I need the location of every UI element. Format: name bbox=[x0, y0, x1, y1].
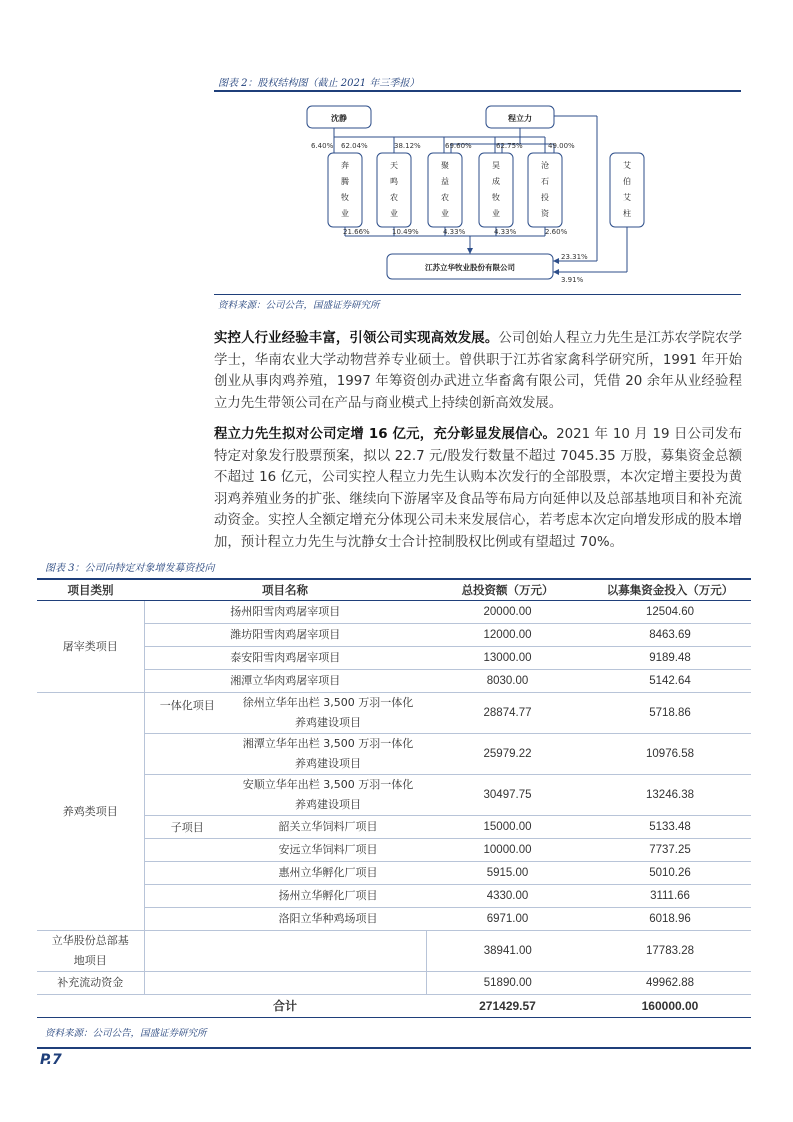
sub1-c3: 牧 bbox=[341, 193, 349, 202]
table-total-row bbox=[37, 995, 751, 1018]
pct-p5: 62.75% bbox=[496, 142, 523, 150]
project-name-line1: 安顺立华年出栏 3,500 万羽一体化 bbox=[242, 778, 414, 791]
project-name: 扬州阳雪肉鸡屠宰项目 bbox=[144, 601, 426, 624]
page-number: P.7 bbox=[40, 1052, 62, 1068]
project-name-line2: 养鸡建设项目 bbox=[295, 716, 361, 729]
pct-c1: 23.31% bbox=[561, 253, 588, 261]
pct-p4: 69.60% bbox=[445, 142, 472, 150]
figure2-bottom-rule bbox=[214, 294, 741, 295]
sub1-c2: 腾 bbox=[341, 177, 349, 186]
project-name-line1: 湘潭立华年出栏 3,500 万羽一体化 bbox=[242, 737, 414, 750]
raised-funds: 5010.26 bbox=[589, 862, 751, 885]
total-investment: 20000.00 bbox=[426, 601, 589, 624]
raised-funds: 13246.38 bbox=[589, 775, 751, 816]
table-row bbox=[37, 693, 751, 734]
sub2-c2: 鸣 bbox=[390, 177, 398, 186]
table3-caption: 图表 3：公司向特定对象增发募资投向 bbox=[45, 563, 215, 574]
figure2-caption: 图表 2：股权结构图（截止 2021 年三季报） bbox=[218, 78, 420, 89]
table-row bbox=[37, 624, 751, 647]
pct-p2: 62.04% bbox=[341, 142, 368, 150]
project-name: 扬州立华孵化厂项目 bbox=[230, 885, 426, 908]
pct-b2: 10.49% bbox=[392, 228, 419, 236]
raised-funds: 17783.28 bbox=[589, 931, 751, 972]
sub4-c3: 牧 bbox=[492, 193, 500, 202]
total-investment-sum: 271429.57 bbox=[426, 995, 589, 1018]
table-row bbox=[37, 816, 751, 839]
holder-shenjing-label: 沈静 bbox=[331, 114, 347, 123]
sub4-c2: 成 bbox=[492, 177, 500, 186]
total-investment: 28874.77 bbox=[426, 693, 589, 734]
table-row bbox=[37, 775, 751, 816]
sub4-c4: 业 bbox=[492, 209, 500, 218]
paragraph-1-body: 公司创始人程立力先生是江苏农学院农学学士，华南农业大学动物营养专业硕士。曾供职于江苏省家禽科学研究所，1991 年开始创业从事肉鸡养殖，1997 年筹资创办武进立华畜禽有限公司，凭借 20 余年从业经验程立力先生带领公司在产品与商业模式上持续创新高效发展。 bbox=[214, 331, 743, 411]
raised-funds-sum: 160000.00 bbox=[589, 995, 751, 1018]
total-investment: 51890.00 bbox=[426, 972, 589, 995]
project-name bbox=[230, 775, 426, 816]
figure2-source: 资料来源：公司公告，国盛证券研究所 bbox=[218, 300, 380, 311]
project-name-line1: 徐州立华年出栏 3,500 万羽一体化 bbox=[242, 696, 414, 709]
raised-funds: 5718.86 bbox=[589, 693, 751, 734]
paragraph-1 bbox=[214, 328, 742, 414]
pct-b5: 2.60% bbox=[545, 228, 568, 236]
total-investment: 15000.00 bbox=[426, 816, 589, 839]
total-investment: 4330.00 bbox=[426, 885, 589, 908]
project-name: 惠州立华孵化厂项目 bbox=[230, 862, 426, 885]
paragraph-2-lead: 程立力先生拟对公司定增 16 亿元，充分彰显发展信心。 bbox=[214, 427, 557, 442]
raised-funds: 7737.25 bbox=[589, 839, 751, 862]
sub2-c4: 业 bbox=[390, 209, 398, 218]
project-name-line2: 养鸡建设项目 bbox=[295, 798, 361, 811]
sub1-c1: 奔 bbox=[341, 161, 349, 170]
ownership-structure-diagram bbox=[214, 96, 741, 292]
other-c4: 柱 bbox=[623, 209, 631, 218]
sub4-c1: 昊 bbox=[492, 161, 500, 170]
raised-funds: 5142.64 bbox=[589, 670, 751, 693]
holder-chenglili-label: 程立力 bbox=[508, 114, 532, 123]
raised-funds: 12504.60 bbox=[589, 601, 751, 624]
raised-funds: 3111.66 bbox=[589, 885, 751, 908]
category-breeding: 养鸡类项目 bbox=[37, 693, 144, 931]
category-slaughter: 屠宰类项目 bbox=[37, 601, 144, 693]
total-investment: 25979.22 bbox=[426, 734, 589, 775]
project-name: 潍坊阳雪肉鸡屠宰项目 bbox=[144, 624, 426, 647]
pct-b4: 4.33% bbox=[494, 228, 517, 236]
sub5-c2: 石 bbox=[541, 177, 549, 186]
project-name bbox=[144, 972, 426, 995]
subcategory-blank bbox=[144, 862, 230, 885]
project-name: 安远立华饲料厂项目 bbox=[230, 839, 426, 862]
project-name bbox=[230, 734, 426, 775]
sub5-c3: 投 bbox=[541, 193, 549, 202]
total-investment: 10000.00 bbox=[426, 839, 589, 862]
table3-source: 资料来源：公司公告，国盛证券研究所 bbox=[45, 1028, 207, 1039]
raised-funds: 8463.69 bbox=[589, 624, 751, 647]
table-header-row bbox=[37, 579, 751, 601]
pct-c2: 3.91% bbox=[561, 276, 584, 284]
project-name bbox=[144, 931, 426, 972]
pct-b3: 4.33% bbox=[443, 228, 466, 236]
table-row bbox=[37, 862, 751, 885]
raised-funds: 6018.96 bbox=[589, 908, 751, 931]
sub2-c1: 天 bbox=[390, 161, 398, 170]
total-label: 合计 bbox=[144, 995, 426, 1018]
subcategory-blank bbox=[144, 885, 230, 908]
pct-p3: 38.12% bbox=[394, 142, 421, 150]
figure2-top-rule bbox=[214, 90, 741, 92]
other-c2: 伯 bbox=[623, 177, 631, 186]
total-investment: 30497.75 bbox=[426, 775, 589, 816]
table-row bbox=[37, 885, 751, 908]
pct-p6: 49.00% bbox=[548, 142, 575, 150]
category-hq-line1: 立华股份总部基 bbox=[51, 934, 129, 947]
sub3-c4: 业 bbox=[441, 209, 449, 218]
header-project-name: 项目名称 bbox=[144, 579, 426, 601]
subcategory-blank bbox=[144, 775, 230, 816]
table-row bbox=[37, 647, 751, 670]
table-row bbox=[37, 931, 751, 972]
subcategory-blank bbox=[144, 908, 230, 931]
raised-funds: 9189.48 bbox=[589, 647, 751, 670]
sub5-c1: 沧 bbox=[541, 161, 549, 170]
project-name bbox=[230, 693, 426, 734]
other-c3: 艾 bbox=[623, 193, 631, 202]
sub1-c4: 业 bbox=[341, 209, 349, 218]
header-total-investment: 总投资额（万元） bbox=[426, 579, 589, 601]
table-row bbox=[37, 734, 751, 775]
total-investment: 12000.00 bbox=[426, 624, 589, 647]
company-label: 江苏立华牧业股份有限公司 bbox=[425, 263, 515, 272]
raised-funds: 49962.88 bbox=[589, 972, 751, 995]
project-name-line2: 养鸡建设项目 bbox=[295, 757, 361, 770]
table-row bbox=[37, 839, 751, 862]
other-c1: 艾 bbox=[623, 161, 631, 170]
paragraph-1-lead: 实控人行业经验丰富，引领公司实现高效发展。 bbox=[214, 331, 499, 346]
project-name: 湘潭立华肉鸡屠宰项目 bbox=[144, 670, 426, 693]
project-name: 洛阳立华种鸡场项目 bbox=[230, 908, 426, 931]
total-blank bbox=[37, 995, 144, 1018]
total-investment: 5915.00 bbox=[426, 862, 589, 885]
sub5-c4: 资 bbox=[541, 209, 549, 218]
fundraising-use-table bbox=[37, 578, 751, 1018]
pct-b1: 21.66% bbox=[343, 228, 370, 236]
category-hq-line2: 地项目 bbox=[73, 954, 107, 967]
project-name: 韶关立华饲料厂项目 bbox=[230, 816, 426, 839]
header-category: 项目类别 bbox=[37, 579, 144, 601]
table-row bbox=[37, 670, 751, 693]
total-investment: 6971.00 bbox=[426, 908, 589, 931]
footer-rule bbox=[37, 1047, 751, 1049]
subcategory-blank bbox=[144, 839, 230, 862]
pct-p1: 6.40% bbox=[311, 142, 334, 150]
sub3-c1: 聚 bbox=[441, 161, 449, 170]
paragraph-2 bbox=[214, 424, 742, 553]
category-cash: 补充流动资金 bbox=[37, 972, 144, 995]
table-row bbox=[37, 972, 751, 995]
subcategory-child: 子项目 bbox=[144, 816, 230, 839]
total-investment: 8030.00 bbox=[426, 670, 589, 693]
subcategory-blank bbox=[144, 734, 230, 775]
category-hq bbox=[37, 931, 144, 972]
table-row bbox=[37, 908, 751, 931]
subcategory-integrated: 一体化项目 bbox=[144, 693, 230, 734]
total-investment: 13000.00 bbox=[426, 647, 589, 670]
total-investment: 38941.00 bbox=[426, 931, 589, 972]
raised-funds: 10976.58 bbox=[589, 734, 751, 775]
table-row bbox=[37, 601, 751, 624]
sub3-c3: 农 bbox=[441, 193, 449, 202]
sub2-c3: 农 bbox=[390, 193, 398, 202]
project-name: 泰安阳雪肉鸡屠宰项目 bbox=[144, 647, 426, 670]
sub3-c2: 益 bbox=[441, 177, 449, 186]
raised-funds: 5133.48 bbox=[589, 816, 751, 839]
paragraph-2-body: 2021 年 10 月 19 日公司发布特定对象发行股票预案，拟以 22.7 元/股发行数量不超过 7045.35 万股，募集资金总额不超过 16 亿元，公司实控人程立力先生认购本次发行的全部股票，本次定增主要投为黄羽鸡养殖业务的扩张、继续向下游屠宰及食品等布局方向延伸以及总部基地项目和补充流动资金。实控人全额定增充分体现公司未来发展信心，若考虑本次定向增发形成的股本增加，预计程立力先生与沈静女士合计控制股权比例或有望超过 70%。 bbox=[214, 427, 742, 550]
header-raised-funds: 以募集资金投入（万元） bbox=[589, 579, 751, 601]
